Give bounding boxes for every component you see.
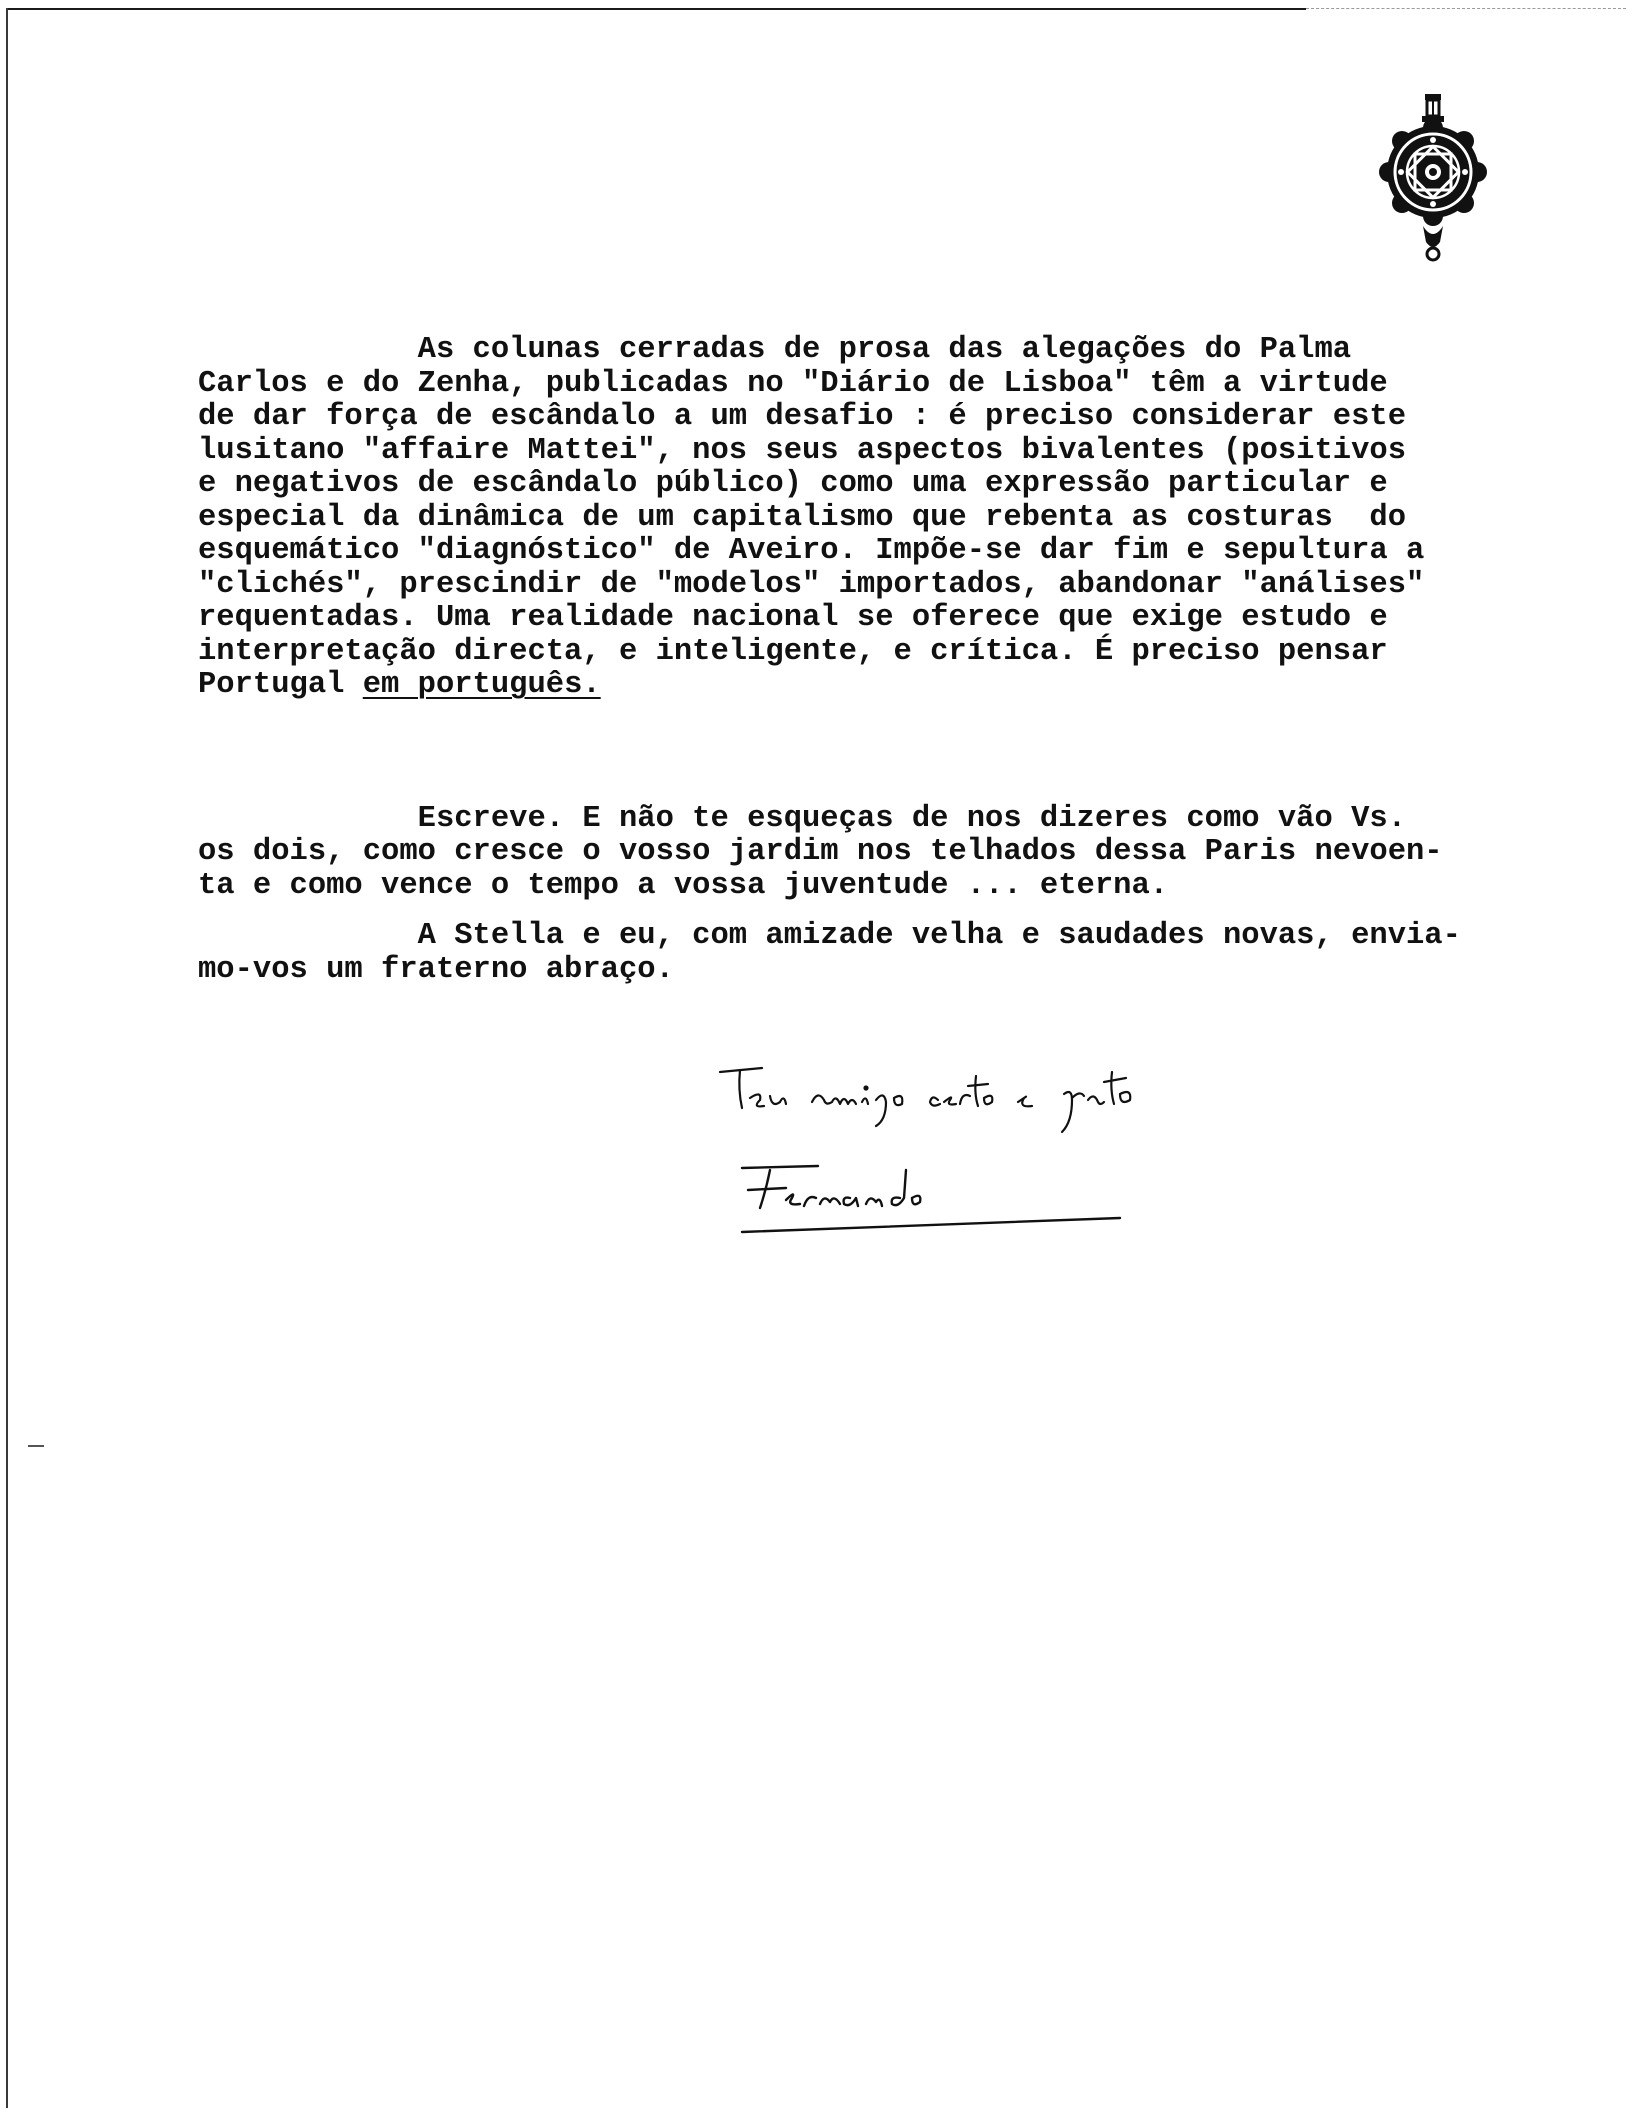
text-prefix: Portugal [198, 668, 363, 702]
text-line: lusitano "affaire Mattei", nos seus aspectos bivalentes (positivos [198, 433, 1406, 468]
text-line: As colunas cerradas de prosa das alegações do Palma [198, 333, 1352, 367]
scan-mark [28, 1445, 44, 1447]
text-line: de dar força de escândalo a um desafio : é preciso considerar este [198, 400, 1406, 434]
handwritten-line [720, 1068, 1130, 1132]
text-line: e negativos de escândalo público) como uma expressão particular e [198, 467, 1388, 501]
letter-body [198, 334, 1578, 987]
text-line: especial da dinâmica de um capitalismo que rebenta as costuras do [198, 500, 1406, 535]
ornamental-seal-icon [1378, 92, 1488, 262]
scan-edge-top-faint [1306, 8, 1626, 9]
scan-edge-top [6, 8, 1306, 10]
text-line: "clichés", prescindir de "modelos" importados, abandonar "análises" [198, 567, 1425, 602]
text-line: A Stella e eu, com amizade velha e saudades novas, envia- [198, 919, 1461, 953]
handwritten-closing [700, 1050, 1400, 1270]
spacer [198, 903, 1578, 920]
text-line: esquemático "diagnóstico" de Aveiro. Impõe-se dar fim e sepultura a [198, 534, 1425, 568]
text-line: ta e como vence o tempo a vossa juventude ... eterna. [198, 868, 1169, 903]
text-line: requentadas. Uma realidade nacional se oferece que exige estudo e [198, 601, 1388, 635]
paragraph-3 [198, 920, 1578, 987]
spacer [198, 703, 1578, 803]
text-line: os dois, como cresce o vosso jardim nos telhados dessa Paris nevoen- [198, 835, 1443, 869]
scan-edge-left [6, 8, 8, 2108]
signature [742, 1166, 1120, 1232]
text-line: interpretação directa, e inteligente, e crítica. É preciso pensar [198, 634, 1388, 669]
text-line: Escreve. E não te esqueças de nos dizeres como vão Vs. [198, 801, 1406, 836]
paragraph-1 [198, 334, 1578, 703]
text-line-last [198, 669, 1578, 703]
text-line: Carlos e do Zenha, publicadas no "Diário de Lisboa" têm a virtude [198, 366, 1388, 401]
underlined-phrase: em português. [362, 668, 601, 702]
text-line: mo-vos um fraterno abraço. [198, 952, 674, 987]
paragraph-2 [198, 803, 1578, 904]
